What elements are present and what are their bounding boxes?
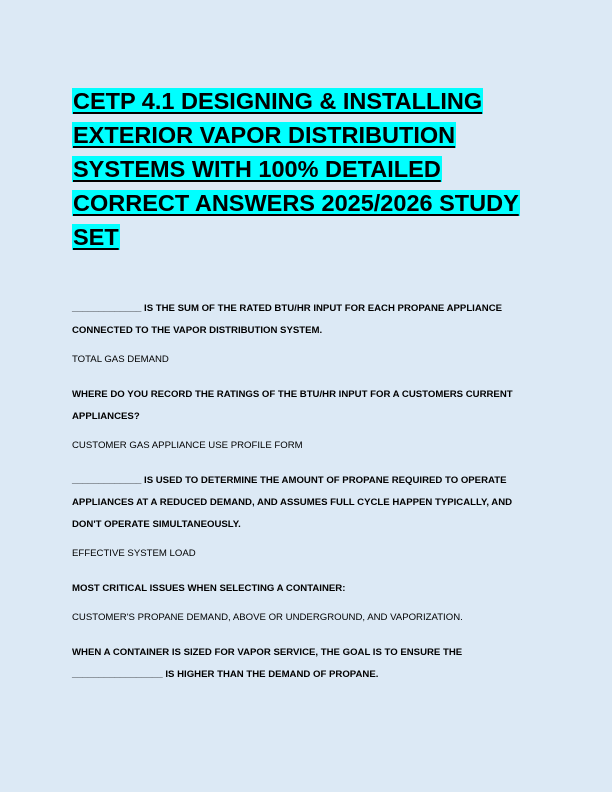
qa-list: [72, 298, 542, 686]
document-title: [72, 84, 542, 254]
title-highlight: CETP 4.1 DESIGNING & INSTALLING EXTERIOR VAPOR DISTRIBUTION SYSTEMS WITH 100% DETAILED CORRECT ANSWERS 2025/2026 STUDY SET: [73, 88, 519, 250]
question-2: WHERE DO YOU RECORD THE RATINGS OF THE BTU/HR INPUT FOR A CUSTOMERS CURRENT APPLIANCES?: [72, 389, 513, 422]
answer-3: EFFECTIVE SYSTEM LOAD: [72, 548, 196, 559]
answer-2: CUSTOMER GAS APPLIANCE USE PROFILE FORM: [72, 440, 303, 451]
question-1: _____________ IS THE SUM OF THE RATED BTU/HR INPUT FOR EACH PROPANE APPLIANCE CONNECTED TO THE VAPOR DISTRIBUTION SYSTEM.: [72, 303, 503, 336]
answer-4: CUSTOMER'S PROPANE DEMAND, ABOVE OR UNDERGROUND, AND VAPORIZATION.: [72, 612, 463, 623]
question-4: MOST CRITICAL ISSUES WHEN SELECTING A CONTAINER:: [72, 583, 346, 594]
question-3: _____________ IS USED TO DETERMINE THE AMOUNT OF PROPANE REQUIRED TO OPERATE APPLIANCES AT A REDUCED DEMAND, AND ASSUMES FULL CYCLE HAPPEN TYPICALLY, AND DON'T OPERATE SIMULTANEOUSLY.: [72, 475, 513, 530]
answer-1: TOTAL GAS DEMAND: [72, 354, 169, 365]
document-page: [72, 84, 542, 697]
question-5: WHEN A CONTAINER IS SIZED FOR VAPOR SERVICE, THE GOAL IS TO ENSURE THE _________________ IS HIGHER THAN THE DEMAND OF PROPANE.: [72, 647, 463, 680]
